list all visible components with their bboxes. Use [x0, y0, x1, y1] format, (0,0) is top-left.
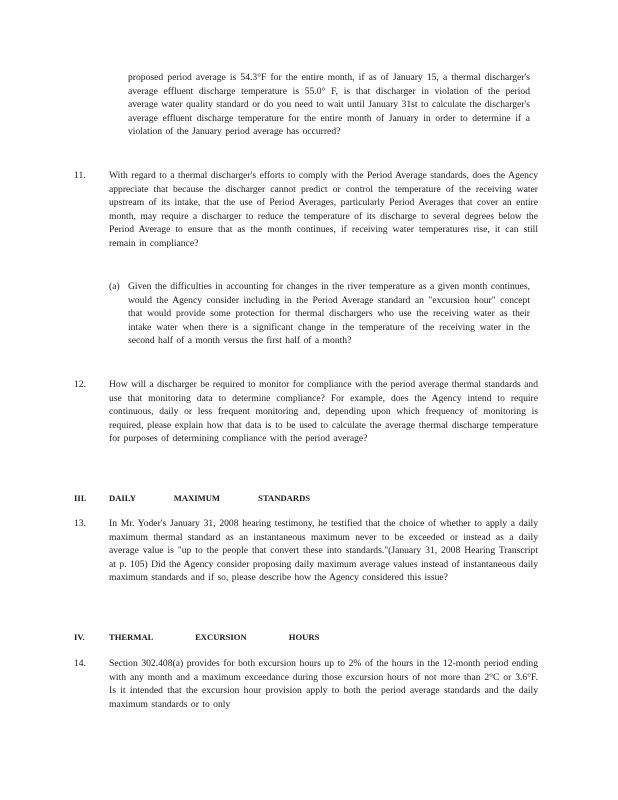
section-iv-title: THERMAL EXCURSION HOURS [109, 632, 320, 642]
question-13-number: 13. [74, 518, 86, 529]
question-12-number: 12. [74, 379, 86, 390]
section-iv-numeral: IV. [74, 632, 85, 642]
section-iii-title: DAILY MAXIMUM STANDARDS [109, 493, 311, 503]
intro-paragraph: proposed period average is 54.3°F for the entire month, if as of January 15, a thermal discharger's average effluent discharge temperature is 55.0° F, is that discharger in violation of the period average water quality standard or do you need to wait until January 31st to calculate the discharger's average effluent discharge temperature for the entire month of January in order to determine if a violation of the January period average has occurred? [128, 72, 530, 138]
question-11-number: 11. [74, 170, 86, 181]
question-11a-label: (a) [109, 281, 120, 292]
question-12-text: How will a discharger be required to monitor for compliance with the period average thermal standards and use that monitoring data to determine compliance? For example, does the Agency intend to require continuous, daily or less frequent monitoring and, depending upon which frequency of monitoring is required, please explain how that data is to be used to calculate the average thermal discharge temperature for purposes of determining compliance with the period average? [109, 379, 538, 445]
question-14-text: Section 302.408(a) provides for both excursion hours up to 2% of the hours in the 12-month period ending with any month and a maximum exceedance during those excursion hours of not more than 2°C or 3.6°F. Is it intended that the excursion hour provision apply to both the period average standards and the daily maximum standards or to only [109, 658, 538, 710]
question-11a-text: Given the difficulties in accounting for changes in the river temperature as a given month continues, would the Agency consider including in the Period Average standard an "excursion hour" concept that would provide some protection for thermal dischargers who use the receiving water as their intake water when there is a significant change in the temperature of the receiving water in the second half of a month versus the first half of a month? [128, 281, 530, 347]
question-14-number: 14. [74, 658, 86, 669]
question-13-text: In Mr. Yoder's January 31, 2008 hearing testimony, he testified that the choice of whether to apply a daily maximum thermal standard as an instantaneous maximum never to be exceeded or instead as a daily average value is "up to the people that convert these into standards."(January 31, 2008 Hearing Transcript at p. 105) Did the Agency consider proposing daily maximum average values instead of instantaneous daily maximum standards and if so, please describe how the Agency considered this issue? [109, 518, 538, 584]
question-11-text: With regard to a thermal discharger's efforts to comply with the Period Average standards, does the Agency appreciate that because the discharger cannot predict or control the temperature of the receiving water upstream of its intake, that the use of Period Averages, particularly Period Averages that cover an entire month, may require a discharger to reduce the temperature of its discharge to several degrees below the Period Average to ensure that as the month continues, if receiving water temperatures rise, it can still remain in compliance? [109, 170, 538, 249]
section-iii-numeral: III. [74, 493, 87, 503]
